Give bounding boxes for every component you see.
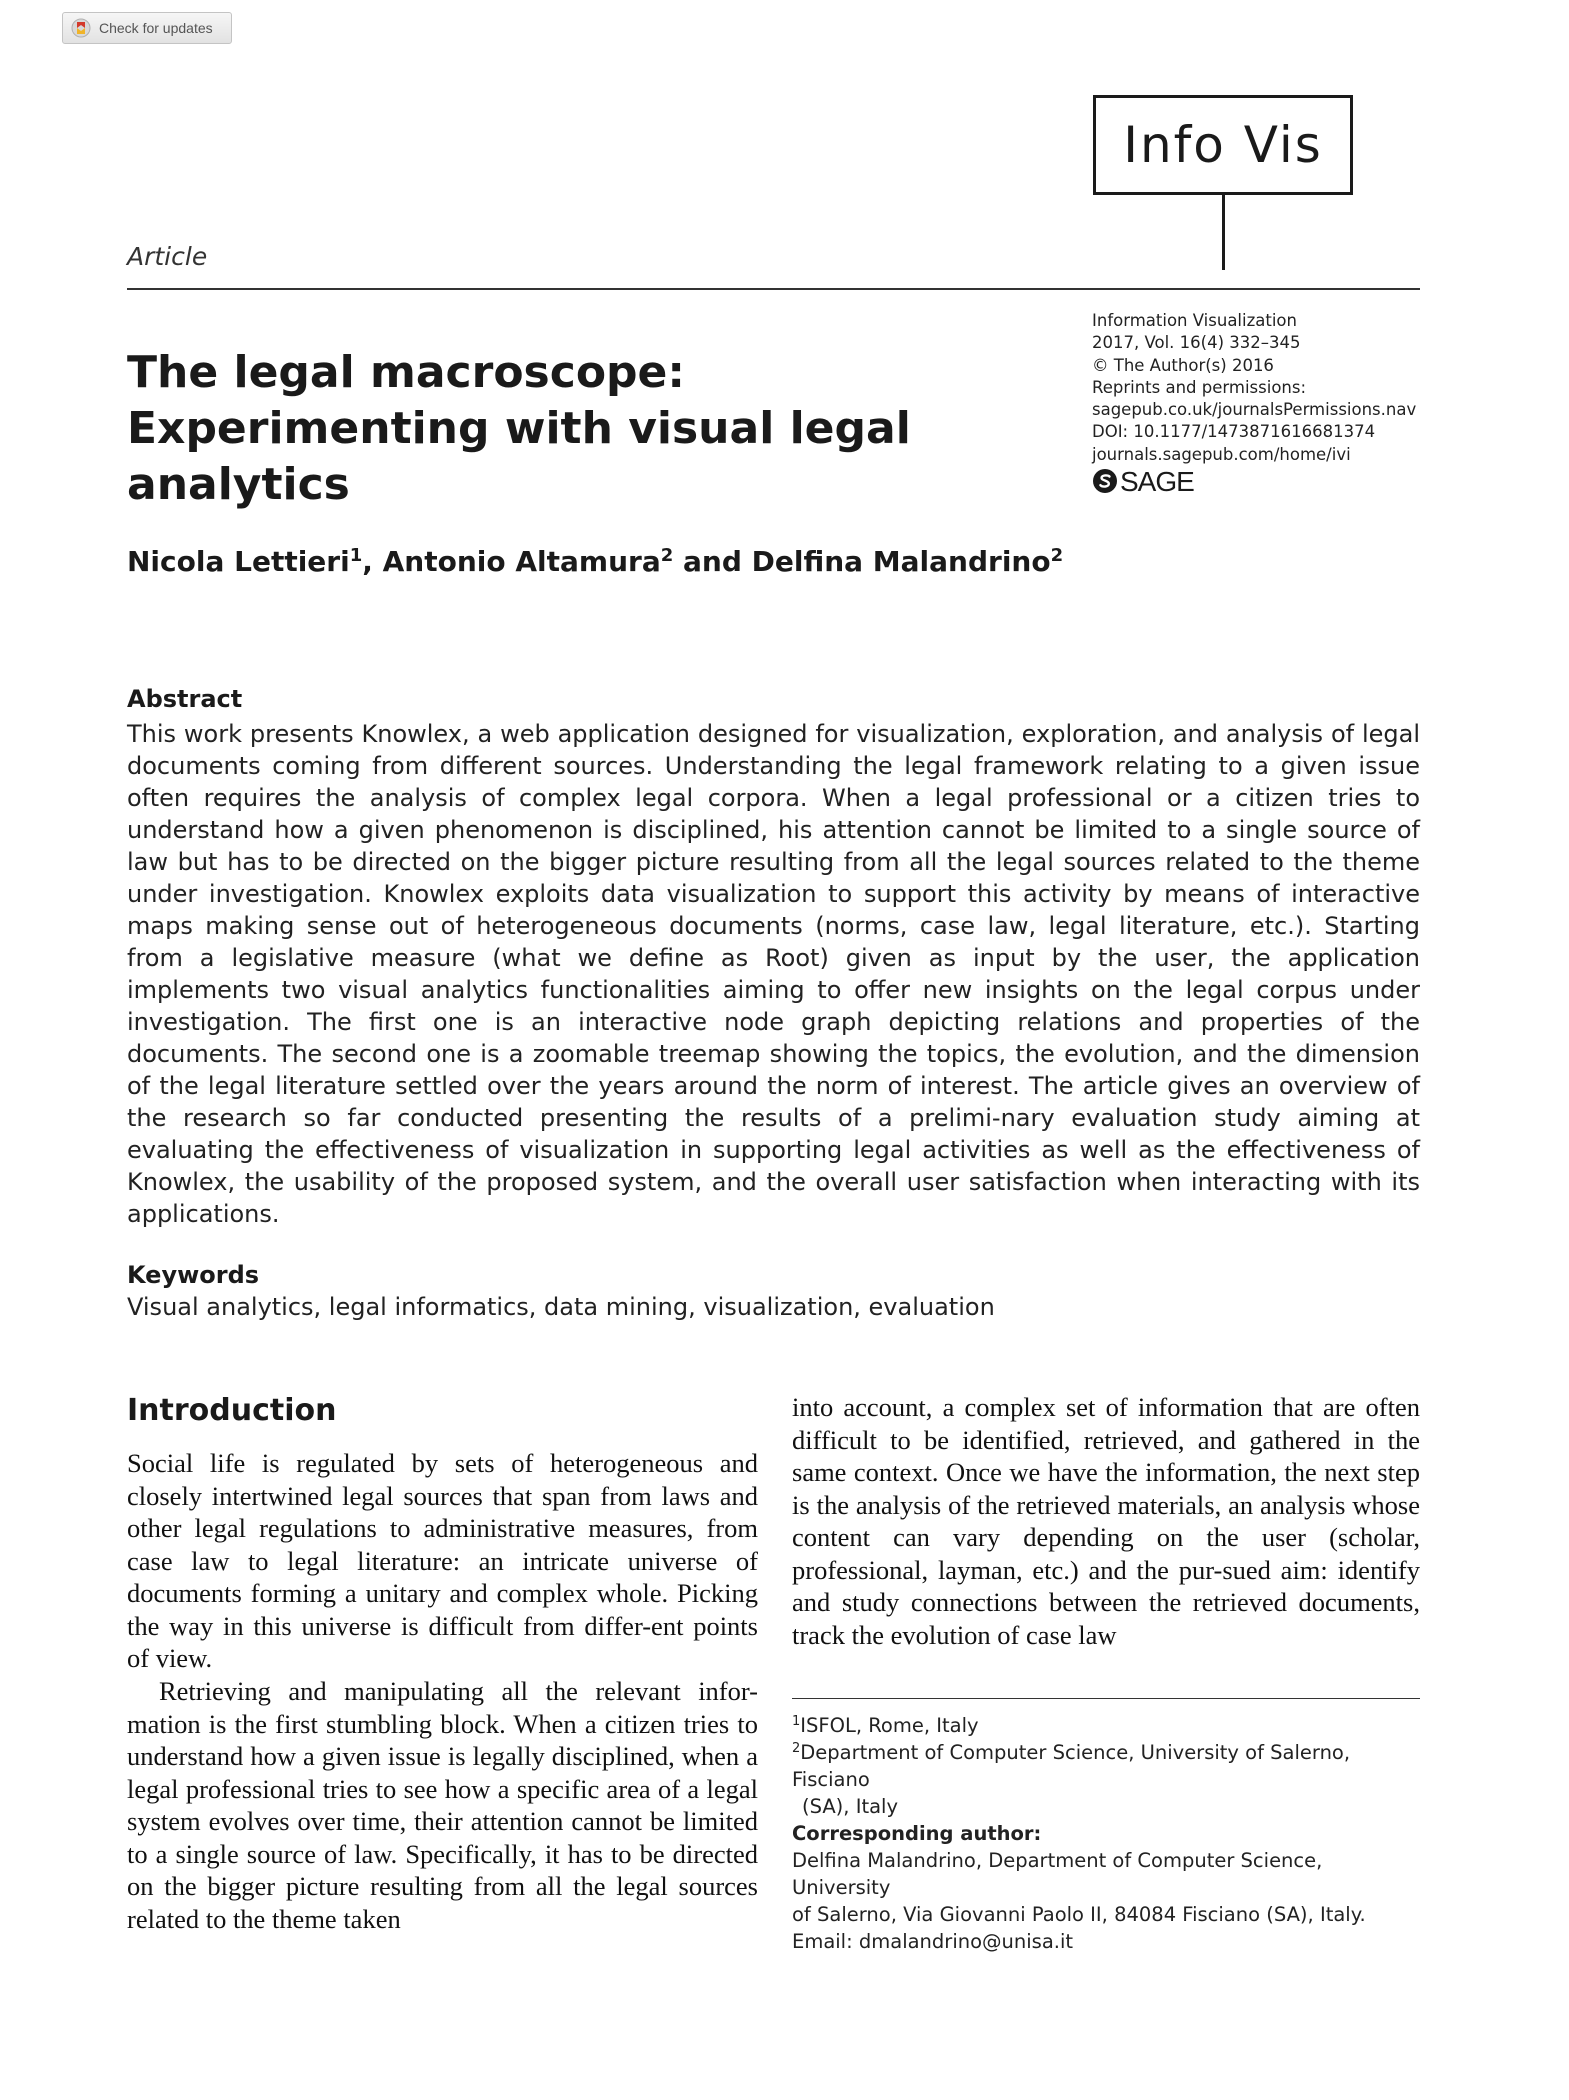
affiliation-2-text: Department of Computer Science, University of Salerno, Fisciano	[792, 1741, 1351, 1791]
keywords-heading: Keywords	[127, 1261, 260, 1289]
sage-logo	[1092, 468, 1422, 496]
intro-paragraph-continued: into account, a complex set of information that are often difficult to be identified, retrieved, and gathered in the same context. Once we have the information, the next step is the analysis of the retrieved materials, an analysis whose content can vary depending on the user (scholar, professional, layman, etc.) and the pur-sued aim: identify and study connections between the retrieved documents, track the evolution of case law	[792, 1392, 1420, 1650]
affiliation-marker: 2	[1050, 545, 1064, 566]
crossmark-icon	[71, 18, 91, 38]
journal-name: Information Visualization	[1092, 311, 1297, 330]
abstract-text: This work presents Knowlex, a web application designed for visualization, exploration, and analysis of legal documents coming from different sources. Understanding the legal framework relating to a given issue often requires the analysis of complex legal corpora. When a legal professional or a citizen tries to understand how a given phenomenon is disciplined, his attention cannot be limited to a single source of law but has to be directed on the bigger picture resulting from all the legal sources related to the theme under investigation. Knowlex exploits data visualization to support this activity by means of interactive maps making sense out of heterogeneous documents (norms, case law, legal literature, etc.). Starting from a legislative measure (what we define as Root) given as input by the user, the application implements two visual analytics functionalities aiming to offer new insights on the legal corpus under investigation. The first one is an interactive node graph depicting relations and properties of the documents. The second one is a zoomable treemap showing the topics, the evolution, and the dimension of the legal literature settled over the years around the norm of interest. The article gives an overview of the research so far conducted presenting the results of a prelimi-nary evaluation study aiming at evaluating the effectiveness of visualization in supporting legal activities as well as the effectiveness of Knowlex, the usability of the proposed system, and the overall user satisfaction when interacting with its applications.	[127, 720, 1420, 1228]
corresponding-author-line-1: Delfina Malandrino, Department of Computer Science, University	[792, 1849, 1323, 1899]
corresponding-author-email[interactable]: Email: dmalandrino@unisa.it	[792, 1930, 1074, 1953]
author-separator: ,	[362, 545, 383, 578]
keywords-text: Visual analytics, legal informatics, data mining, visualization, evaluation	[127, 1293, 995, 1321]
journal-homepage-link[interactable]: journals.sagepub.com/home/ivi	[1092, 444, 1351, 464]
paper-title: The legal macroscope: Experimenting with visual legal analytics	[127, 347, 911, 510]
author-name: Antonio Altamura	[382, 545, 661, 578]
affiliation-2	[792, 1739, 1422, 1793]
affiliation-marker: 1	[349, 545, 363, 566]
introduction-heading: Introduction	[127, 1393, 337, 1428]
copyright-line: © The Author(s) 2016	[1092, 355, 1274, 375]
sage-wordmark: SAGE	[1120, 466, 1194, 498]
abstract-heading: Abstract	[127, 685, 243, 713]
journal-logo: Info Vis	[1093, 95, 1353, 195]
header-divider	[127, 288, 1420, 290]
doi-link[interactable]: DOI: 10.1177/1473871616681374	[1092, 422, 1376, 442]
affiliation-1	[792, 1712, 1422, 1739]
affiliation-2-continued: (SA), Italy	[802, 1795, 898, 1818]
reprints-label: Reprints and permissions:	[1092, 377, 1307, 397]
journal-info	[1092, 310, 1422, 496]
author-separator: and	[673, 545, 752, 578]
author-name: Nicola Lettieri	[127, 545, 350, 578]
footnotes	[792, 1712, 1422, 1955]
sage-s-icon	[1092, 468, 1118, 496]
intro-paragraph-2: Retrieving and manipulating all the relevant infor-mation is the first stumbling block. When a citizen tries to understand how a given issue is legally disciplined, when a legal professional tries to see how a specific area of a legal system evolves over time, their attention cannot be limited to a single source of law. Specifically, it has to be directed on the bigger picture resulting from all the legal sources related to the theme taken	[127, 1676, 758, 1934]
affiliation-2-marker: 2	[792, 1741, 801, 1756]
article-type-label: Article	[127, 242, 208, 271]
intro-paragraph-1: Social life is regulated by sets of heterogeneous and closely intertwined legal sources that span from laws and other legal regulations to administrative measures, from case law to legal literature: an intricate universe of documents forming a unitary and complex whole. Picking the way in this universe is difficult from differ-ent points of view.	[127, 1448, 758, 1673]
footnote-divider	[792, 1698, 1420, 1699]
check-for-updates-label: Check for updates	[99, 20, 213, 36]
check-for-updates-button[interactable]	[62, 12, 232, 44]
permissions-link[interactable]: sagepub.co.uk/journalsPermissions.nav	[1092, 400, 1417, 420]
affiliation-1-text: ISFOL, Rome, Italy	[800, 1714, 979, 1737]
journal-volume: 2017, Vol. 16(4) 332–345	[1092, 333, 1301, 353]
affiliation-1-marker: 1	[792, 1714, 801, 1729]
affiliation-marker: 2	[660, 545, 674, 566]
author-name: Delfina Malandrino	[751, 545, 1051, 578]
author-list	[127, 545, 1063, 578]
journal-logo-stem	[1222, 195, 1225, 270]
corresponding-author-heading: Corresponding author:	[792, 1822, 1042, 1845]
corresponding-author-line-2: of Salerno, Via Giovanni Paolo II, 84084 Fisciano (SA), Italy.	[792, 1903, 1366, 1926]
